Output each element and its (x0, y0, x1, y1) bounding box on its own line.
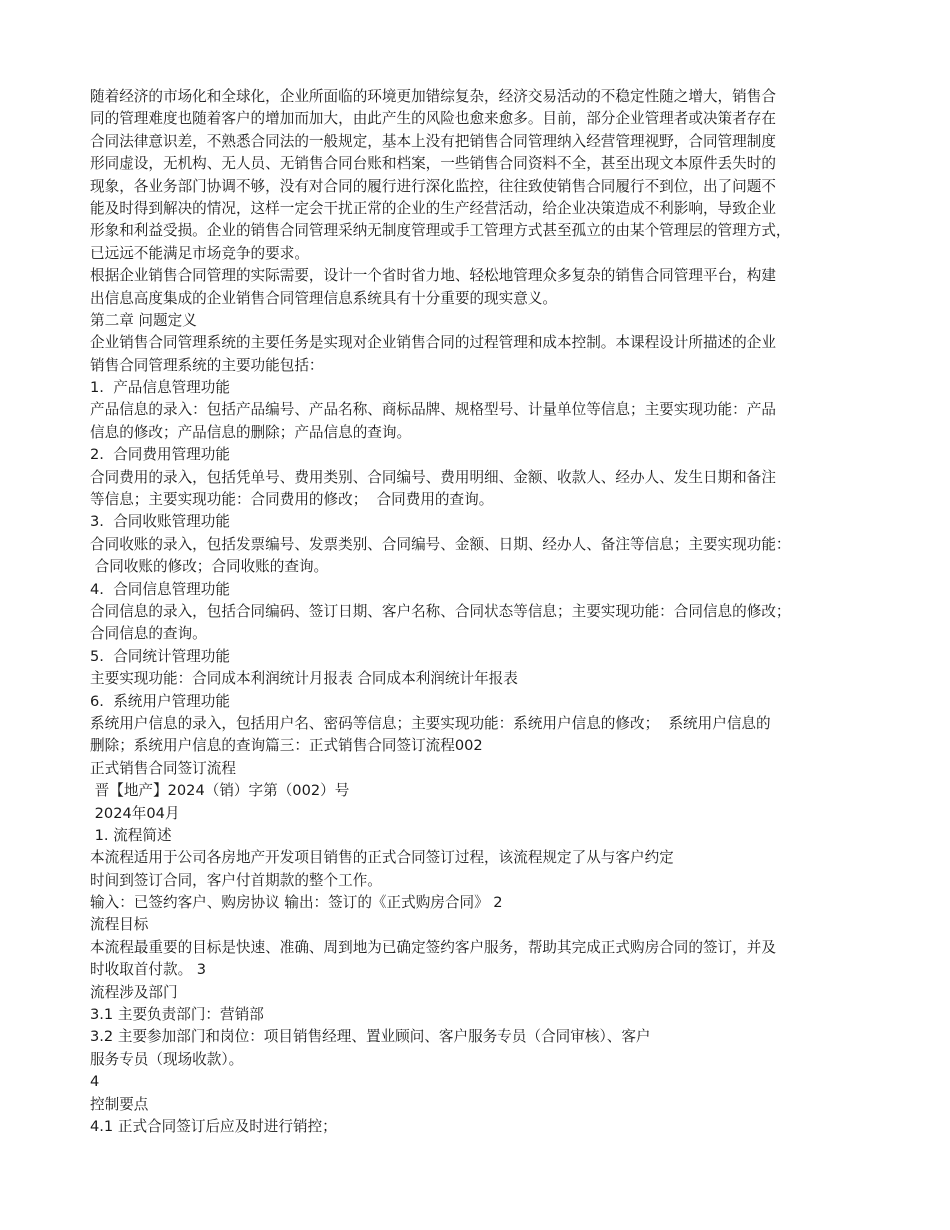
section-heading: 控制要点 (90, 1095, 149, 1113)
text-line: 合同费用的录入，包括凭单号、费用类别、合同编号、费用明细、金额、收款人、经办人、发生日期和备注 (90, 468, 776, 486)
section-heading: 6. 系统用户管理功能 (90, 692, 230, 710)
section-heading: 1. 流程简述 (90, 826, 172, 844)
text-line: 合同收账的修改；合同收账的查询。 (90, 558, 329, 576)
text-line: 合同信息的查询。 (90, 625, 207, 643)
text-line: 合同收账的录入，包括发票编号、发票类别、合同编号、金额、日期、经办人、备注等信息；主要实现功能： (90, 535, 791, 553)
text-line: 形同虚设，无机构、无人员、无销售合同台账和档案，一些销售合同资料不全，甚至出现文本原件丢失时的 (90, 155, 776, 173)
text-line: 出信息高度集成的企业销售合同管理信息系统具有十分重要的现实意义。 (90, 289, 558, 307)
text-line: 合同信息的录入，包括合同编码、签订日期、客户名称、合同状态等信息；主要实现功能：合同信息的修改； (90, 602, 791, 620)
text-line: 信息的修改；产品信息的删除；产品信息的查询。 (90, 423, 412, 441)
text-line: 时间到签订合同，客户付首期款的整个工作。 (90, 871, 382, 889)
section-heading: 1. 产品信息管理功能 (90, 379, 230, 397)
text-line: 能及时得到解决的情况，这样一定会干扰正常的企业的生产经营活动，给企业决策造成不利影响，导致企业 (90, 199, 776, 217)
section-heading: 流程涉及部门 (90, 983, 178, 1001)
process-title: 正式销售合同签订流程 (90, 759, 236, 777)
text-line: 同的管理难度也随着客户的增加而加大，由此产生的风险也愈来愈多。目前，部分企业管理者或决策者存在 (90, 110, 776, 128)
text-line: 等信息；主要实现功能：合同费用的修改； 合同费用的查询。 (90, 491, 494, 509)
section-heading: 流程目标 (90, 916, 149, 934)
text-line: 合同法律意识差，不熟悉合同法的一般规定，基本上没有把销售合同管理纳入经营管理视野，合同管理制度 (90, 132, 776, 150)
text-line: 现象，各业务部门协调不够，没有对合同的履行进行深化监控，往往致使销售合同履行不到位，出了问题不 (90, 177, 776, 195)
chapter-heading: 第二章 问题定义 (90, 311, 197, 329)
text-line: 3.2 主要参加部门和岗位：项目销售经理、置业顾问、客户服务专员（合同审核）、客户 (90, 1028, 651, 1046)
section-heading: 3. 合同收账管理功能 (90, 513, 230, 531)
text-line: 已远远不能满足市场竞争的要求。 (90, 244, 309, 262)
text-line: 输入：已签约客户、购房协议 输出：签订的《正式购房合同》 2 (90, 894, 503, 912)
section-heading: 4. 合同信息管理功能 (90, 580, 230, 598)
section-heading: 2. 合同费用管理功能 (90, 446, 230, 464)
text-line: 系统用户信息的录入，包括用户名、密码等信息；主要实现功能：系统用户信息的修改； 系统用户信息的 (90, 714, 771, 732)
document-number: 晋【地产】2024（销）字第（002）号 (90, 782, 350, 800)
text-line: 销售合同管理系统的主要功能包括： (90, 356, 324, 374)
text-line: 3.1 主要负责部门：营销部 (90, 1006, 264, 1024)
document-body (90, 86, 865, 1138)
text-line: 产品信息的录入：包括产品编号、产品名称、商标品牌、规格型号、计量单位等信息；主要实现功能：产品 (90, 401, 776, 419)
text-line: 根据企业销售合同管理的实际需要，设计一个省时省力地、轻松地管理众多复杂的销售合同管理平台，构建 (90, 267, 776, 285)
document-date: 2024年04月 (90, 804, 180, 822)
text-line: 主要实现功能：合同成本利润统计月报表 合同成本利润统计年报表 (90, 670, 518, 688)
text-line: 本流程最重要的目标是快速、准确、周到地为已确定签约客户服务，帮助其完成正式购房合同的签订，并及 (90, 938, 776, 956)
text-line: 服务专员（现场收款）。 (90, 1050, 244, 1068)
text-line: 时收取首付款。 3 (90, 961, 207, 979)
text-line: 删除；系统用户信息的查询篇三：正式销售合同签订流程002 (90, 737, 483, 755)
text-line: 本流程适用于公司各房地产开发项目销售的正式合同签订过程，该流程规定了从与客户约定 (90, 849, 674, 867)
text-line: 随着经济的市场化和全球化，企业所面临的环境更加错综复杂，经济交易活动的不稳定性随之增大，销售合 (90, 88, 776, 105)
text-line: 4.1 正式合同签订后应及时进行销控； (90, 1117, 337, 1135)
section-number: 4 (90, 1073, 100, 1091)
text-line: 形象和利益受损。企业的销售合同管理采纳无制度管理或手工管理方式甚至孤立的由某个管理层的管理方式， (90, 222, 791, 240)
section-heading: 5. 合同统计管理功能 (90, 647, 230, 665)
text-line: 企业销售合同管理系统的主要任务是实现对企业销售合同的过程管理和成本控制。本课程设计所描述的企业 (90, 334, 776, 352)
